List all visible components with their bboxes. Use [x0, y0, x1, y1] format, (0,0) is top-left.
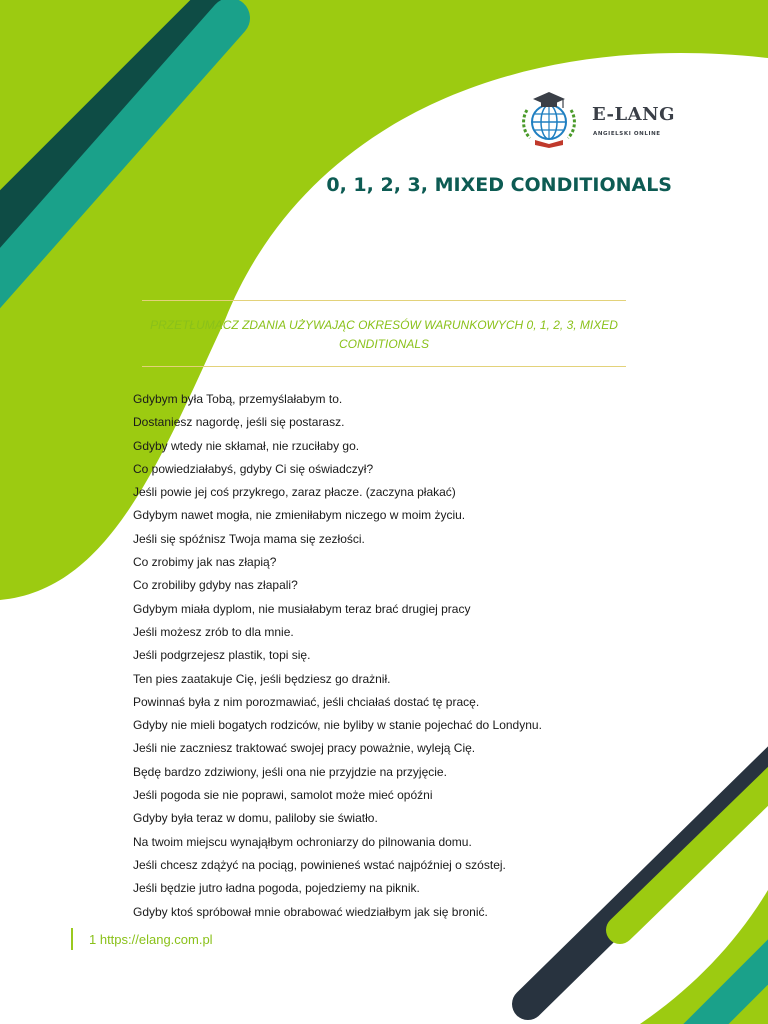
sentence-item: Gdybym nawet mogła, nie zmieniłabym niczego w moim życiu. — [133, 508, 466, 523]
logo-tagline: ANGIELSKI ONLINE — [593, 131, 661, 137]
sentence-item: Jeśli powie jej coś przykrego, zaraz płacze. (zaczyna płakać) — [133, 485, 456, 500]
sentence-item: Jeśli chcesz zdążyć na pociąg, powinieneś wstać najpóźniej o szóstej. — [133, 857, 506, 872]
sentence-item: Gdybym miała dyplom, nie musiałabym teraz brać drugiej pracy — [133, 601, 471, 616]
divider-bottom — [142, 366, 626, 367]
sentence-item: Gdyby ktoś spróbował mnie obrabować wiedziałbym jak się bronić. — [133, 904, 488, 919]
sentence-item: Dostaniesz nagordę, jeśli się postarasz. — [133, 415, 345, 430]
sentence-item: Co zrobimy jak nas złapią? — [133, 555, 277, 570]
instruction-text: PRZETŁUMACZ ZDANIA UŻYWAJĄC OKRESÓW WARUNKOWYCH 0, 1, 2, 3, MIXED CONDITIONALS — [150, 318, 618, 351]
sentence-item: Ten pies zaatakuje Cię, jeśli będziesz go drażnił. — [133, 671, 391, 686]
sentence-item: Jeśli nie zaczniesz traktować swojej pracy poważnie, wyleją Cię. — [133, 741, 476, 756]
sentence-item: Jeśli będzie jutro ładna pogoda, pojedziemy na piknik. — [133, 881, 420, 896]
sentence-item: Będę bardzo zdziwiony, jeśli ona nie przyjdzie na przyjęcie. — [133, 764, 447, 779]
sentence-item: Gdybym była Tobą, przemyślałabym to. — [133, 392, 343, 406]
divider-top — [142, 300, 626, 301]
sentence-item: Jeśli pogoda sie nie poprawi, samolot może mieć opóźni — [133, 788, 433, 803]
sentence-item: Jeśli się spóźnisz Twoja mama się zezłości. — [133, 531, 365, 546]
sentence-item: Gdyby nie mieli bogatych rodziców, nie byliby w stanie pojechać do Londynu. — [133, 718, 542, 733]
footer-accent-bar — [71, 928, 73, 950]
page-title: 0, 1, 2, 3, MIXED CONDITIONALS — [326, 174, 672, 196]
sentence-list — [133, 388, 653, 924]
logo-name: E-LANG — [592, 104, 675, 125]
elang-logo — [518, 90, 688, 150]
sentence-item: Gdyby wtedy nie skłamał, nie rzuciłaby go. — [133, 438, 360, 453]
page-footer — [71, 928, 213, 950]
footer-page-url: 1 https://elang.com.pl — [89, 931, 213, 947]
sentence-item: Gdyby była teraz w domu, paliloby sie światło. — [133, 811, 378, 826]
sentence-item: Co powiedziałabyś, gdyby Ci się oświadczył? — [133, 461, 374, 476]
sentence-item: Powinnaś była z nim porozmawiać, jeśli chciałaś dostać tę pracę. — [133, 694, 480, 709]
sentence-item: Na twoim miejscu wynająłbym ochroniarzy do pilnowania domu. — [133, 834, 472, 849]
sentence-item: Jeśli podgrzejesz plastik, topi się. — [133, 648, 311, 663]
graduation-globe-icon — [518, 90, 580, 150]
sentence-item: Co zrobiliby gdyby nas złapali? — [133, 578, 298, 593]
sentence-item: Jeśli możesz zrób to dla mnie. — [133, 624, 294, 639]
